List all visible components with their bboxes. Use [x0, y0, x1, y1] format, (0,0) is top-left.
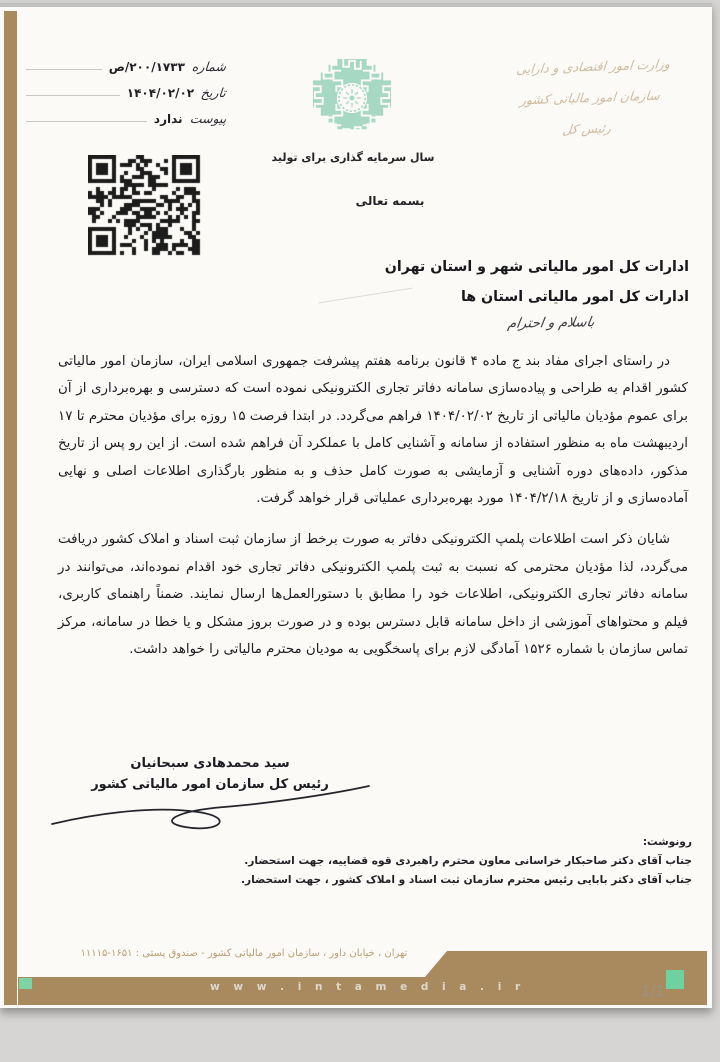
- body-paragraph-1: در راستای اجرای مفاد بند ج ماده ۴ قانون برنامه هفتم پیشرفت جمهوری اسلامی ایران، سازمان امور مالیاتی کشور اقدام به طراحی و پیاده‌سازی سامانه دفاتر تجاری الکترونیکی نموده است که دسترسی و بهره‌برداری از آن برای عموم مؤدیان مالیاتی از تاریخ ۱۴۰۴/۰۲/۰۲ فراهم می‌گردد. در ابتدا فرصت ۱۵ روزه برای مؤدیان محترم تا ۱۷ اردیبهشت ماه به منظور استفاده از سامانه و آشنایی کامل با عملکرد آن فراهم شده است. از این رو پس از تاریخ مذکور، داده‌های دوره آشنایی و آزمایشی به صورت کامل حذف و به منظور بارگذاری اطلاعات اصلی و نهایی آماده‌سازی و از تاریخ ۱۴۰۴/۲/۱۸ مورد بهره‌برداری عملیاتی قرار خواهد گرفت.: [58, 354, 688, 507]
- cc-label: رونوشت:: [642, 836, 692, 848]
- letter-meta-fields: [26, 59, 226, 137]
- letter-body: [58, 348, 688, 663]
- cc-block: [241, 833, 692, 890]
- signatory-title: رئیس کل سازمان امور مالیاتی کشور: [91, 777, 329, 792]
- attachment-value: ندارد: [153, 112, 183, 126]
- postal-box-number: ۱۱۱۱۵-۱۶۵۱: [80, 948, 133, 959]
- footer-band: [0, 941, 712, 1011]
- number-value: ۲۰۰/۱۷۳۳/ص: [108, 60, 185, 74]
- tax-organization-logo-icon: [303, 57, 401, 139]
- date-value: ۱۴۰۴/۰۲/۰۲: [126, 86, 195, 100]
- recipient-block: [385, 252, 689, 312]
- cc-item: جناب آقای دکتر صاحبکار خراسانی معاون محترم راهبردی قوه قضاییه، جهت استحضار.: [244, 855, 692, 867]
- signatory-name: سید محمدهادی سبحانیان: [130, 756, 290, 771]
- meta-row-date: [26, 85, 226, 100]
- recipient-line-2: ادارات کل امور مالیاتی استان ها: [460, 289, 689, 305]
- salutation-text: باسلام و احترام: [506, 314, 596, 332]
- recipient-line-1: ادارات کل امور مالیاتی شهر و استان تهران: [384, 259, 689, 275]
- website-text: w w w . i n t a m e d i a . i r: [210, 981, 526, 993]
- meta-row-number: [26, 59, 226, 74]
- meta-row-attachment: [26, 111, 226, 126]
- date-underline: [26, 95, 120, 96]
- ministry-calligraphy: [465, 47, 715, 149]
- handwritten-signature-icon: [48, 779, 374, 837]
- letter-page: [0, 3, 712, 1008]
- footer-address: تهران ، خیابان داور ، سازمان امور مالیاتی کشور - صندوق پستی : ۱۱۱۱۵-۱۶۵۱: [80, 948, 408, 959]
- scan-top-edge: [0, 3, 712, 7]
- page-number: 1/1: [640, 984, 666, 1000]
- footer-green-square-left: [19, 978, 32, 989]
- organization-name: سازمان امور مالیاتی کشور: [519, 87, 661, 108]
- number-label: شماره: [191, 59, 227, 74]
- office-name: رئیس کل: [561, 120, 612, 138]
- body-paragraph-2: شایان ذکر است اطلاعات پلمپ الکترونیکی دفاتر به صورت برخط از سازمان ثبت اسناد و املاک کشور دریافت می‌گردد، لذا مؤدیان محترمی که نسبت به ثبت پلمپ الکترونیکی دفاتر تجاری خود اقدام نموده‌اند، می‌توانند در سامانه دفاتر تجاری الکترونیکی، اطلاعات خود را مطابق با دستورالعمل‌ها ارسال نمایند. ضمناً راهنمای کاربری، فیلم و محتواهای آموزشی از داخل سامانه قابل دسترس بوده و در صورت بروز مشکل و یا خطا در سامانه، مرکز تماس سازمان با شماره ۱۵۲۶ آمادگی لازم برای پاسخگویی به مودیان محترم مالیاتی را خواهد داشت.: [58, 532, 688, 658]
- year-slogan: سال سرمایه گذاری برای تولید: [271, 151, 435, 164]
- qr-code: [88, 155, 202, 257]
- letterhead-side-stripe: [4, 11, 17, 1005]
- attachment-underline: [26, 121, 147, 122]
- footer-green-square-right: [666, 970, 684, 989]
- ministry-name: وزارت امور اقتصادی و دارایی: [515, 56, 671, 77]
- number-underline: [26, 69, 102, 70]
- basmala-text: بسمه تعالی: [355, 194, 425, 208]
- attachment-label: پیوست: [188, 111, 227, 126]
- date-label: تاریخ: [200, 85, 227, 100]
- cc-item: جناب آقای دکتر بابایی رئیس محترم سازمان ثبت اسناد و املاک کشور ، جهت استحضار.: [241, 874, 692, 886]
